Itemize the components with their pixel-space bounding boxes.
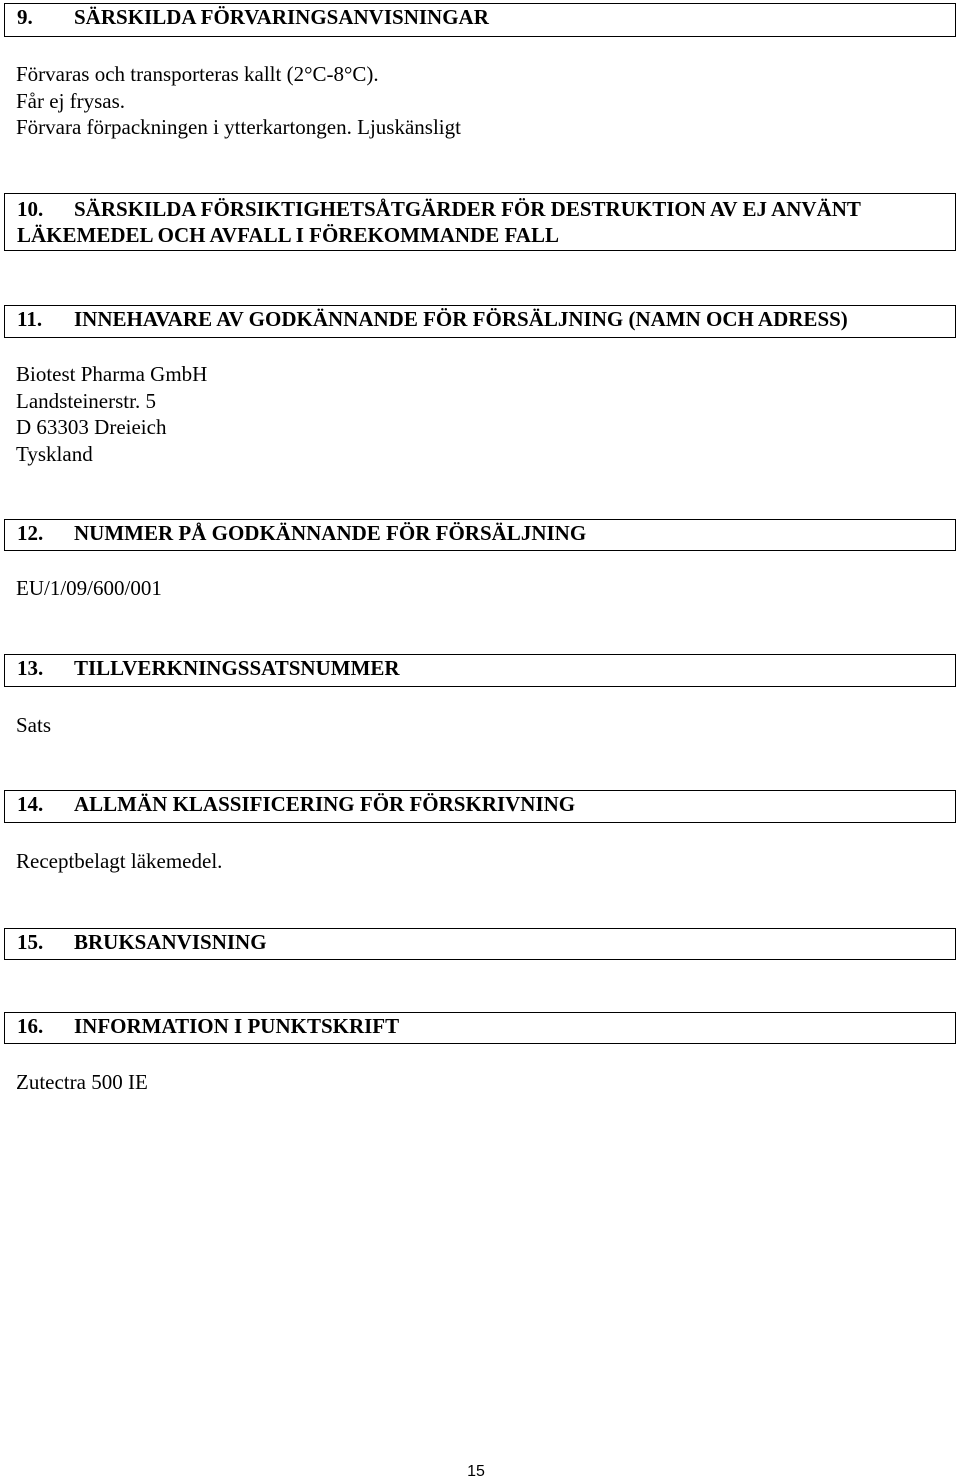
page-number: 15 bbox=[467, 1463, 485, 1480]
section-title-line1: SÄRSKILDA FÖRSIKTIGHETSÅTGÄRDER FÖR DESTRUKTION AV EJ ANVÄNT bbox=[74, 197, 861, 221]
section-9-header bbox=[4, 3, 956, 37]
section-title: ALLMÄN KLASSIFICERING FÖR FÖRSKRIVNING bbox=[74, 792, 576, 816]
text-line: Landsteinerstr. 5 bbox=[16, 388, 156, 413]
section-9-body bbox=[16, 61, 461, 141]
section-14-body bbox=[16, 848, 222, 875]
section-15-header bbox=[4, 928, 956, 960]
section-12-header bbox=[4, 519, 956, 551]
section-13-header bbox=[4, 654, 956, 687]
section-number: 15. bbox=[17, 930, 44, 954]
text-line: Receptbelagt läkemedel. bbox=[16, 849, 223, 873]
section-11-header bbox=[4, 305, 956, 338]
section-16-body bbox=[16, 1069, 148, 1096]
text-line: Förvara förpackningen i ytterkartongen. Ljuskänsligt bbox=[16, 115, 461, 139]
text-line: Sats bbox=[16, 713, 52, 737]
section-13-body bbox=[16, 712, 51, 739]
section-title: NUMMER PÅ GODKÄNNANDE FÖR FÖRSÄLJNING bbox=[74, 521, 587, 545]
section-title: BRUKSANVISNING bbox=[74, 930, 267, 954]
section-16-header bbox=[4, 1012, 956, 1044]
section-title: TILLVERKNINGSSATSNUMMER bbox=[74, 656, 400, 680]
section-number: 11. bbox=[17, 307, 43, 331]
section-number: 14. bbox=[17, 792, 44, 816]
section-number: 13. bbox=[17, 656, 44, 680]
text-line: Får ej frysas. bbox=[16, 88, 126, 113]
section-10-header bbox=[4, 193, 956, 251]
text-line: Biotest Pharma GmbH bbox=[16, 362, 208, 386]
text-line: D 63303 Dreieich bbox=[16, 415, 167, 439]
section-number: 9. bbox=[17, 5, 33, 29]
section-title: SÄRSKILDA FÖRVARINGSANVISNINGAR bbox=[74, 5, 489, 29]
section-number: 16. bbox=[17, 1014, 44, 1038]
text-line: Zutectra 500 IE bbox=[16, 1070, 148, 1094]
section-title: INFORMATION I PUNKTSKRIFT bbox=[74, 1014, 400, 1038]
section-number: 12. bbox=[17, 521, 44, 545]
text-line: Tyskland bbox=[16, 441, 93, 466]
section-14-header bbox=[4, 790, 956, 823]
section-title-line2: LÄKEMEDEL OCH AVFALL I FÖREKOMMANDE FALL bbox=[17, 223, 559, 247]
section-12-body bbox=[16, 575, 162, 602]
section-number: 10. bbox=[17, 197, 44, 221]
text-line: EU/1/09/600/001 bbox=[16, 576, 162, 600]
text-line: Förvaras och transporteras kallt (2°C-8°C). bbox=[16, 62, 379, 86]
section-11-body bbox=[16, 361, 207, 467]
section-title: INNEHAVARE AV GODKÄNNANDE FÖR FÖRSÄLJNING (NAMN OCH ADRESS) bbox=[74, 307, 848, 331]
